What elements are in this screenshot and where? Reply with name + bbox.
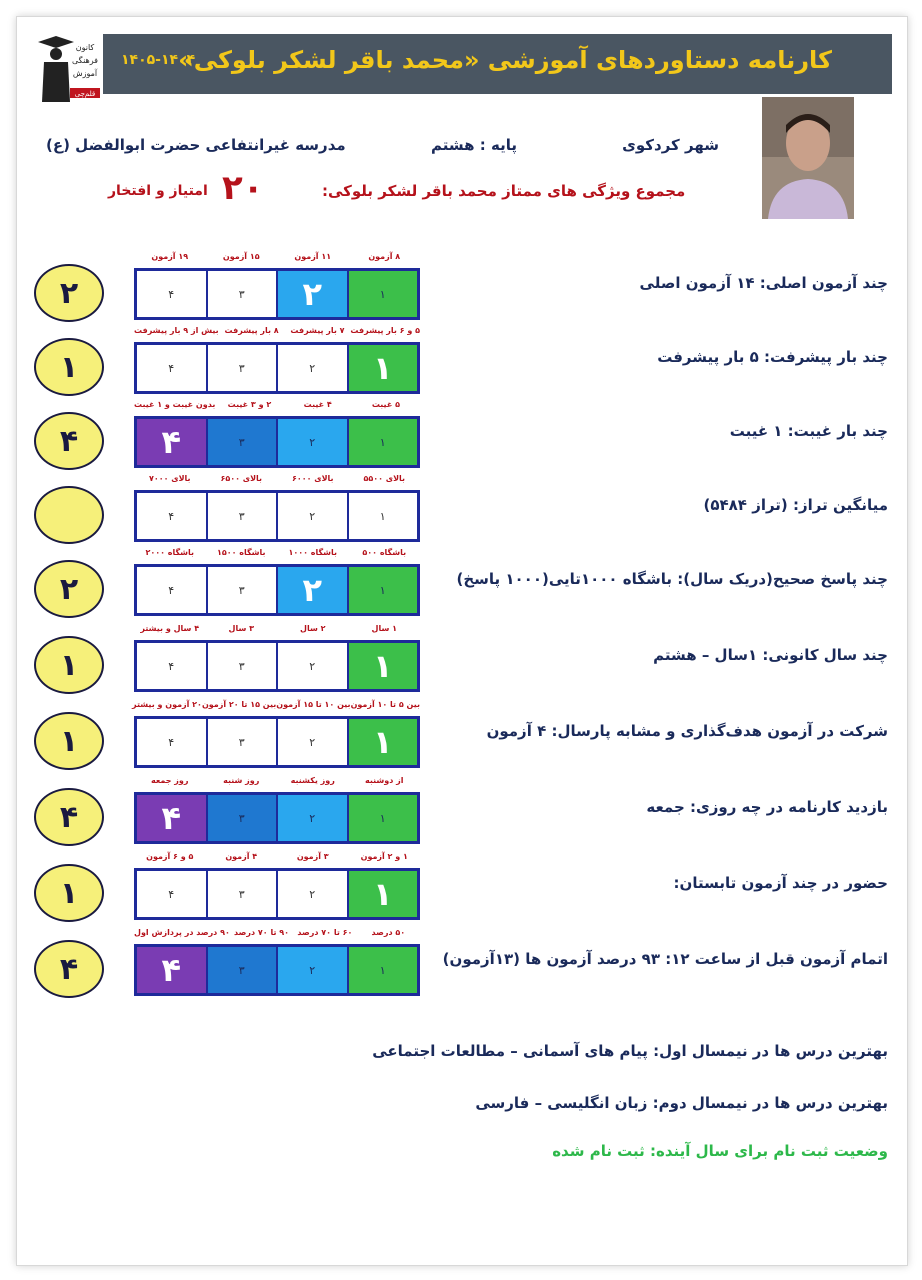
score-oval: ۲	[34, 264, 104, 322]
total-value: ۲۰	[222, 168, 264, 208]
level-cell: ۴	[137, 643, 206, 689]
level-header: ۱۱ آزمون	[294, 252, 332, 261]
level-cell: ۲	[276, 643, 347, 689]
level-header: ۶۰ تا ۷۰ درصد	[297, 928, 353, 937]
level-headers	[134, 928, 420, 942]
level-cell: ۱	[347, 567, 418, 613]
level-header: ۴ سال و بیشتر	[140, 624, 200, 633]
level-grid	[134, 944, 420, 996]
criterion-row	[0, 926, 922, 996]
score-oval: ۱	[34, 864, 104, 922]
criterion-label: چند بار غیبت: ۱ غیبت	[729, 422, 888, 440]
level-header: ۹۰ تا ۷۰ درصد	[234, 928, 289, 937]
best-lessons-first-term: بهترین درس ها در نیمسال اول: پیام های آسمانی – مطالعات اجتماعی	[372, 1042, 888, 1060]
level-cell: ۲	[276, 493, 347, 539]
level-cell: ۳	[206, 871, 277, 917]
level-headers	[134, 326, 420, 340]
score-oval: ۱	[34, 338, 104, 396]
criterion-label: میانگین تراز: (تراز ۵۴۸۴)	[703, 496, 888, 514]
score-oval: ۴	[34, 412, 104, 470]
level-grid	[134, 716, 420, 768]
level-cell: ۳	[206, 643, 277, 689]
grade: پایه : هشتم	[431, 136, 517, 154]
level-cell: ۳	[206, 419, 277, 465]
level-header: ۵ و ۶ بار پیشرفت	[350, 326, 420, 335]
level-cell: ۴	[137, 719, 206, 765]
level-header: باشگاه ۱۵۰۰	[216, 548, 266, 557]
level-cell: ۳	[206, 567, 277, 613]
criterion-row	[0, 622, 922, 692]
score-oval: ۱	[34, 712, 104, 770]
svg-text:آموزش: آموزش	[72, 69, 98, 78]
criterion-row	[0, 546, 922, 616]
criterion-row	[0, 324, 922, 394]
kanoon-logo	[30, 32, 100, 104]
level-cell: ۴	[137, 419, 206, 465]
level-header: بالای ۶۰۰۰	[291, 474, 334, 483]
page-title: کارنامه دستاوردهای آموزشی «محمد باقر لشکر بلوکی»	[178, 46, 832, 74]
city: شهر کردکوی	[622, 136, 719, 154]
svg-text:قلم‌چی: قلم‌چی	[74, 90, 96, 98]
score-oval: ۱	[34, 636, 104, 694]
level-header: ۹۰ درصد در پردازش اول	[134, 928, 230, 937]
criterion-label: چند آزمون اصلی: ۱۴ آزمون اصلی	[639, 274, 888, 292]
level-grid	[134, 640, 420, 692]
level-grid	[134, 868, 420, 920]
level-headers	[134, 474, 420, 488]
level-header: روز یکشنبه	[290, 776, 335, 785]
level-header: بدون غیبت و ۱ غیبت	[133, 400, 216, 409]
criterion-label: چند سال کانونی: ۱سال – هشتم	[653, 646, 888, 664]
level-header: ۲ و ۳ غیبت	[227, 400, 272, 409]
student-photo	[762, 97, 854, 219]
level-grid	[134, 268, 420, 320]
level-header: ۵ غیبت	[371, 400, 400, 409]
level-header: بیش از ۹ بار پیشرفت	[134, 326, 219, 335]
level-cell: ۳	[206, 493, 277, 539]
level-headers	[134, 776, 420, 790]
criterion-label: چند بار پیشرفت: ۵ بار پیشرفت	[657, 348, 888, 366]
criterion-label: چند پاسخ صحیح(دریک سال): باشگاه ۱۰۰۰تایی(۱۰۰۰ پاسخ)	[456, 570, 888, 588]
level-grid	[134, 564, 420, 616]
level-header: ۱ و ۲ آزمون	[360, 852, 408, 861]
level-grid	[134, 416, 420, 468]
criterion-row	[0, 698, 922, 768]
criterion-label: بازدید کارنامه در چه روزی: جمعه	[646, 798, 888, 816]
level-cell: ۱	[347, 719, 418, 765]
level-header: بین ۵ تا ۱۰ آزمون	[350, 700, 420, 709]
level-header: ۱۹ آزمون	[151, 252, 189, 261]
level-headers	[134, 624, 420, 638]
level-cell: ۱	[347, 871, 418, 917]
level-cell: ۳	[206, 719, 277, 765]
level-cell: ۱	[347, 643, 418, 689]
level-header: ۵ و ۶ آزمون	[146, 852, 194, 861]
criterion-row	[0, 774, 922, 844]
title-bar	[103, 34, 892, 94]
level-header: بین ۱۰ تا ۱۵ آزمون	[276, 700, 351, 709]
level-header: بالای ۷۰۰۰	[148, 474, 191, 483]
level-header: ۸ بار پیشرفت	[224, 326, 279, 335]
criterion-label: شرکت در آزمون هدف‌گذاری و مشابه پارسال: ۴ آزمون	[486, 722, 888, 740]
level-header: ۲ سال	[300, 624, 326, 633]
level-cell: ۱	[347, 493, 418, 539]
level-headers	[134, 700, 420, 714]
level-header: باشگاه ۲۰۰۰	[145, 548, 195, 557]
total-suffix: امتیاز و افتخار	[108, 183, 208, 199]
level-cell: ۱	[347, 795, 418, 841]
level-cell: ۴	[137, 795, 206, 841]
score-oval	[34, 486, 104, 544]
level-header: ۴ آزمون	[225, 852, 258, 861]
level-cell: ۲	[276, 795, 347, 841]
level-header: ۵۰ درصد	[371, 928, 406, 937]
level-cell: ۴	[137, 567, 206, 613]
level-cell: ۲	[276, 871, 347, 917]
best-lessons-second-term: بهترین درس ها در نیمسال دوم: زبان انگلیسی – فارسی	[475, 1094, 888, 1112]
level-header: ۱ سال	[371, 624, 397, 633]
level-header: ۳ آزمون	[296, 852, 329, 861]
level-cell: ۴	[137, 345, 206, 391]
level-header: باشگاه ۱۰۰۰	[288, 548, 338, 557]
level-header: ۳ سال	[228, 624, 254, 633]
level-header: ۷ بار پیشرفت	[290, 326, 345, 335]
level-header: روز شنبه	[223, 776, 260, 785]
level-header: ۲۰ آزمون و بیشتر	[132, 700, 202, 709]
score-oval: ۴	[34, 940, 104, 998]
level-header: ۱۵ آزمون	[222, 252, 260, 261]
level-grid	[134, 342, 420, 394]
level-cell: ۳	[206, 271, 277, 317]
level-headers	[134, 852, 420, 866]
criterion-row	[0, 850, 922, 920]
level-cell: ۳	[206, 795, 277, 841]
level-cell: ۴	[137, 271, 206, 317]
level-cell: ۲	[276, 947, 347, 993]
level-grid	[134, 792, 420, 844]
level-cell: ۴	[137, 947, 206, 993]
level-cell: ۲	[276, 345, 347, 391]
criterion-label: حضور در چند آزمون تابستان:	[673, 874, 888, 892]
level-cell: ۴	[137, 493, 206, 539]
level-grid	[134, 490, 420, 542]
academic-years: ۱۴۰۵-۱۴۰۴	[121, 52, 196, 68]
school-name: مدرسه غیرانتفاعی حضرت ابوالفضل (ع)	[46, 136, 346, 154]
score-oval: ۲	[34, 560, 104, 618]
criterion-row	[0, 472, 922, 542]
level-cell: ۲	[276, 567, 347, 613]
level-header: بین ۱۵ تا ۲۰ آزمون	[201, 700, 277, 709]
level-cell: ۲	[276, 719, 347, 765]
level-cell: ۱	[347, 947, 418, 993]
criterion-label: اتمام آزمون قبل از ساعت ۱۲: ۹۳ درصد آزمون ها (۱۳آزمون)	[442, 950, 888, 968]
criterion-row	[0, 398, 922, 468]
level-cell: ۴	[137, 871, 206, 917]
criterion-row	[0, 250, 922, 320]
level-header: از دوشنبه	[365, 776, 404, 785]
level-header: باشگاه ۵۰۰	[362, 548, 407, 557]
total-label: مجموع ویژگی های ممتاز محمد باقر لشکر بلوکی:	[322, 182, 686, 200]
level-header: ۴ غیبت	[303, 400, 332, 409]
level-cell: ۲	[276, 419, 347, 465]
level-cell: ۱	[347, 345, 418, 391]
level-header: روز جمعه	[151, 776, 189, 785]
svg-text:کانون: کانون	[75, 43, 95, 52]
level-cell: ۳	[206, 345, 277, 391]
score-oval: ۴	[34, 788, 104, 846]
level-headers	[134, 548, 420, 562]
level-headers	[134, 400, 420, 414]
level-cell: ۲	[276, 271, 347, 317]
level-header: بالای ۶۵۰۰	[220, 474, 263, 483]
svg-text:فرهنگی: فرهنگی	[72, 56, 98, 65]
registration-status: وضعیت ثبت نام برای سال آینده: ثبت نام شده	[552, 1142, 888, 1160]
level-headers	[134, 252, 420, 266]
level-header: ۸ آزمون	[368, 252, 401, 261]
level-cell: ۳	[206, 947, 277, 993]
level-cell: ۱	[347, 271, 418, 317]
level-header: بالای ۵۵۰۰	[363, 474, 406, 483]
level-cell: ۱	[347, 419, 418, 465]
